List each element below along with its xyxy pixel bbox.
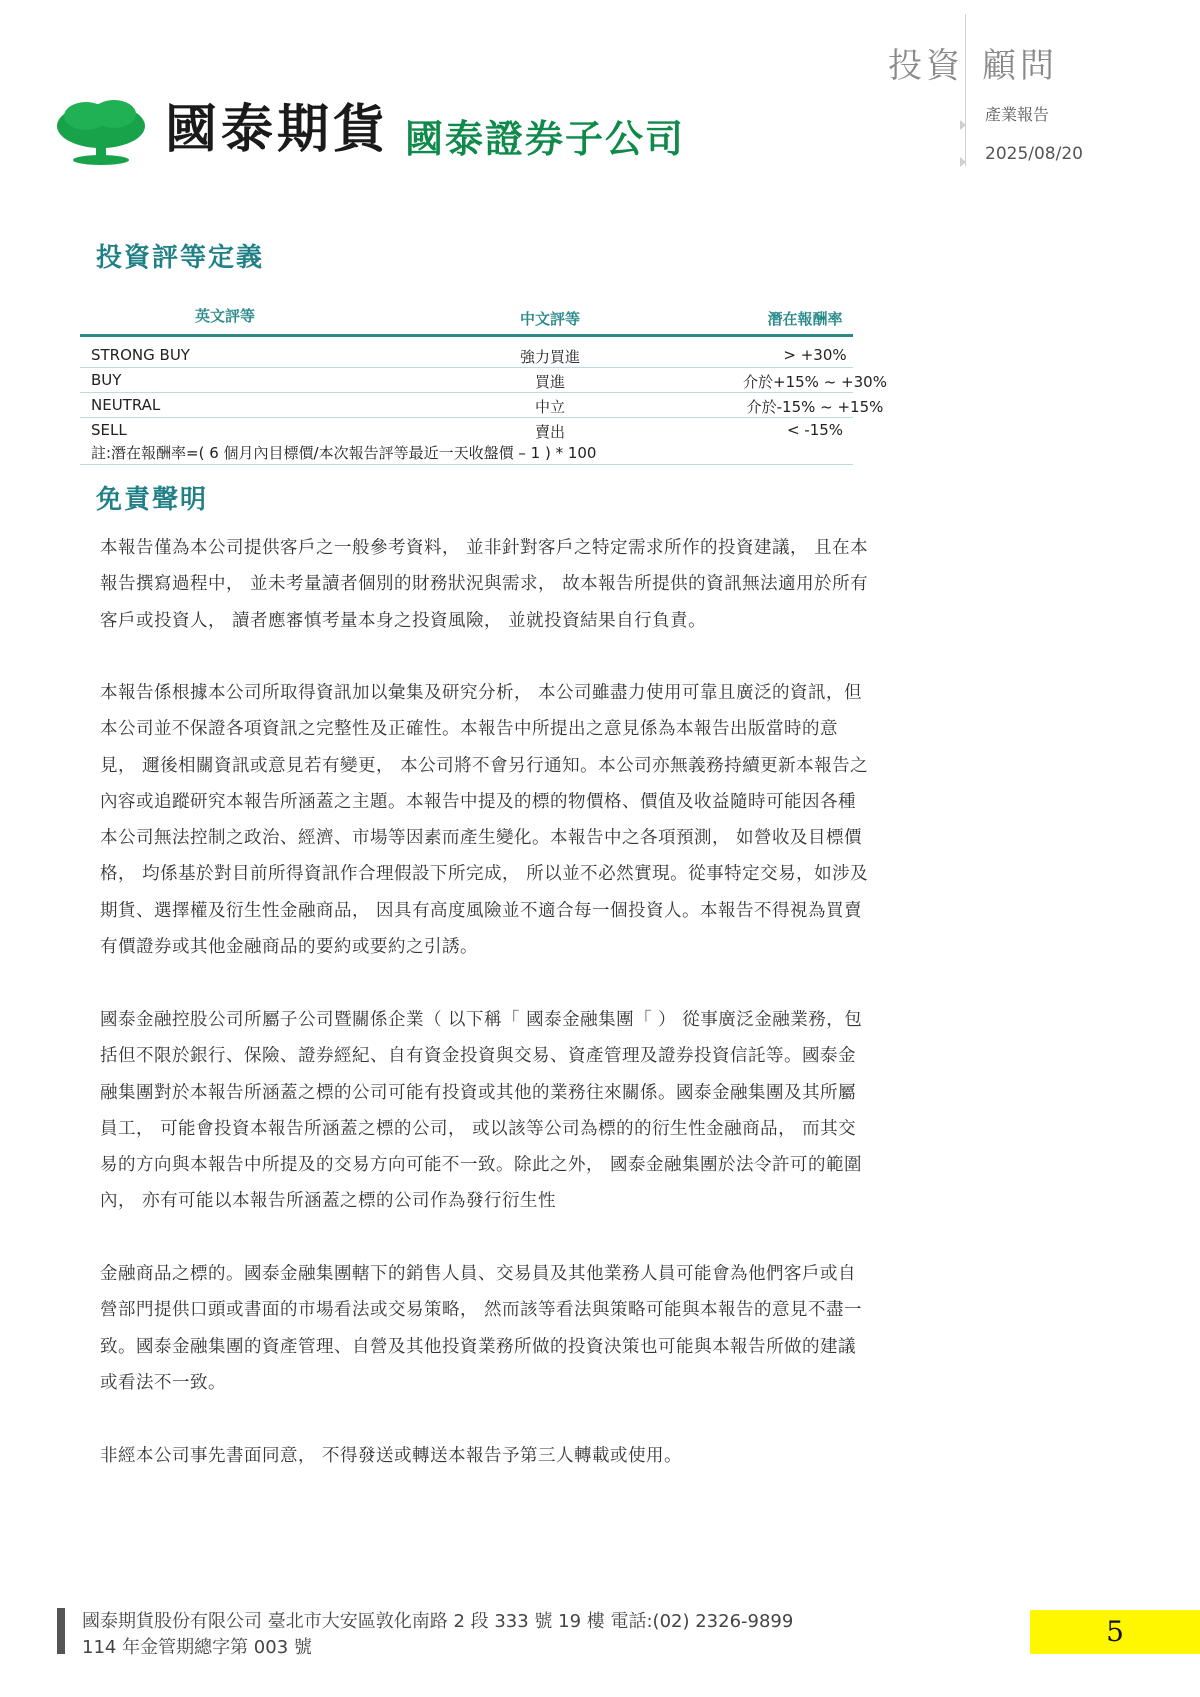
- rating-return: < -15%: [786, 421, 844, 439]
- page-number: 5: [1030, 1610, 1200, 1654]
- rating-en: NEUTRAL: [91, 396, 161, 414]
- rating-en: SELL: [91, 421, 127, 439]
- header-divider: [965, 14, 966, 166]
- header-marker-icon: [960, 120, 966, 130]
- header-marker-icon: [960, 157, 966, 167]
- disclaimer-paragraph-5: [100, 1438, 870, 1474]
- rating-zh: 中立: [534, 398, 565, 416]
- header-title-invest: 投資: [888, 46, 964, 86]
- rating-return: 介於+15% ~ +30%: [743, 373, 887, 391]
- tree-icon: [56, 98, 146, 166]
- table-row: [80, 367, 887, 393]
- footer-bar: [57, 1608, 65, 1654]
- column-header: 潛在報酬率: [767, 310, 843, 328]
- table-row: [80, 392, 884, 418]
- table-note: 註:潛在報酬率=( 6 個月內目標價/本次報告評等最近一天收盤價 – 1 ) * 100: [91, 444, 597, 462]
- disclaimer-paragraph-3: [100, 1002, 870, 1220]
- column-header: 英文評等: [194, 307, 255, 325]
- report-date: 2025/08/20: [985, 144, 1083, 164]
- paragraph-text: 非經本公司事先書面同意， 不得發送或轉送本報告予第三人轉載或使用。: [100, 1446, 683, 1466]
- table-row: [80, 342, 853, 368]
- paragraph-text: 金融商品之標的。國泰金融集團轄下的銷售人員、交易員及其他業務人員可能會為他們客戶或自營部門提供口頭或書面的市場看法或交易策略， 然而該等看法與策略可能與本報告的意見不盡一致。國泰金融集團的資產管理、自營及其他投資業務所做的投資決策也可能與本報告所做的建議或看法不一致。: [100, 1264, 863, 1393]
- paragraph-text: 國泰金融控股公司所屬子公司暨關係企業（ 以下稱「 國泰金融集團「 ） 從事廣泛金融業務，包括但不限於銀行、保險、證券經紀、自有資金投資與交易、資產管理及證券投資信託等。國泰金融集團對於本報告所涵蓋之標的公司可能有投資或其他的業務往來關係。國泰金融集團及其所屬員工， 可能會投資本報告所涵蓋之標的公司， 或以該等公司為標的的衍生性金融商品， 而其交易的方向與本報告中所提及的交易方向可能不一致。除此之外， 國泰金融集團於法令許可的範圍內， 亦有可能以本報告所涵蓋之標的公司作為發行衍生性: [100, 1010, 863, 1212]
- rating-zh: 買進: [534, 373, 565, 391]
- column-header: 中文評等: [519, 310, 580, 328]
- rating-zh: 強力買進: [519, 348, 580, 366]
- rating-return: > +30%: [783, 346, 847, 364]
- table-header-rule: [80, 334, 853, 337]
- rating-en: STRONG BUY: [91, 346, 190, 364]
- footer-address: 國泰期貨股份有限公司 臺北市大安區敦化南路 2 段 333 號 19 樓 電話:(02) 2326-9899: [82, 1611, 794, 1632]
- disclaimer-paragraph-1: [100, 530, 870, 639]
- table-bottom-rule: [80, 464, 853, 465]
- footer-license: 114 年金管期總字第 003 號: [82, 1637, 312, 1658]
- disclaimer-paragraph-2: [100, 675, 870, 965]
- paragraph-text: 本報告係根據本公司所取得資訊加以彙集及研究分析， 本公司雖盡力使用可靠且廣泛的資訊，但本公司並不保證各項資訊之完整性及正確性。本報告中所提出之意見係為本報告出版當時的意見， 邇後相關資訊或意見若有變更， 本公司將不會另行通知。本公司亦無義務持續更新本報告之內容或追蹤研究本報告所涵蓋之主題。本報告中提及的標的物價格、價值及收益隨時可能因各種本公司無法控制之政治、經濟、市場等因素而產生變化。本報告中之各項預測， 如營收及目標價格， 均係基於對目前所得資訊作合理假設下所完成， 所以並不必然實現。從事特定交易，如涉及期貨、選擇權及衍生性金融商品， 因具有高度風險並不適合每一個投資人。本報告不得視為買賣有價證券或其他金融商品的要約或要約之引誘。: [100, 683, 869, 958]
- rating-return: 介於-15% ~ +15%: [746, 398, 884, 416]
- disclaimer-paragraph-4: [100, 1256, 870, 1401]
- paragraph-text: 本報告僅為本公司提供客戶之一般參考資料， 並非針對客戶之特定需求所作的投資建議， 且在本報告撰寫過程中， 並未考量讀者個別的財務狀況與需求， 故本報告所提供的資訊無法適用於所有客戶或投資人， 讀者應審慎考量本身之投資風險， 並就投資結果自行負責。: [100, 538, 869, 631]
- report-type: 產業報告: [985, 105, 1050, 124]
- brand-subtitle: 國泰證券子公司: [405, 117, 686, 161]
- disclaimer-title: 免責聲明: [96, 485, 209, 515]
- header-title-advisor: 顧問: [982, 46, 1058, 86]
- brand-name: 國泰期貨: [165, 99, 390, 160]
- table-row: [80, 417, 853, 442]
- rating-section-title: 投資評等定義: [96, 243, 265, 273]
- rating-en: BUY: [91, 371, 122, 389]
- rating-zh: 賣出: [534, 423, 565, 441]
